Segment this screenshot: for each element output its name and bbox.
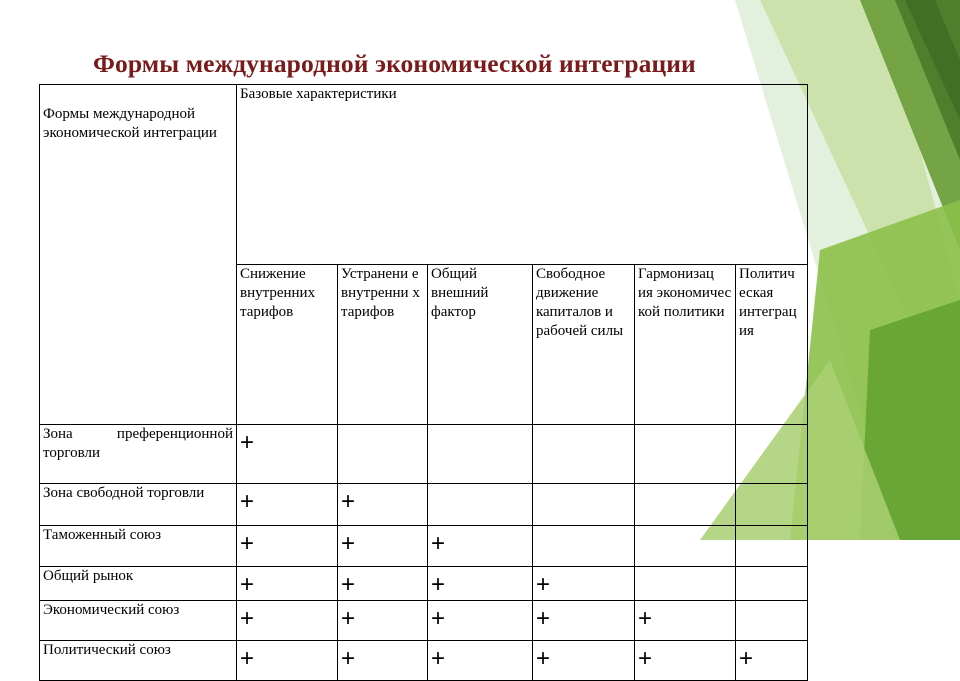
- table-row: [40, 641, 808, 681]
- plus-mark: +: [739, 645, 754, 672]
- mark-cell: [533, 425, 635, 484]
- mark-cell: [533, 484, 635, 526]
- mark-cell: [338, 425, 428, 484]
- mark-cell: [736, 484, 808, 526]
- mark-cell: [237, 425, 338, 484]
- plus-mark: +: [240, 605, 255, 632]
- mark-cell: [237, 484, 338, 526]
- mark-cell: [237, 641, 338, 681]
- mark-cell: [237, 526, 338, 567]
- column-header: Устранени е внутренни х тарифов: [338, 265, 428, 425]
- mark-cell: [428, 601, 533, 641]
- mark-cell: [428, 484, 533, 526]
- row-label: Общий рынок: [40, 567, 237, 601]
- plus-mark: +: [431, 530, 446, 557]
- mark-cell: [635, 601, 736, 641]
- column-header: Общий внешний фактор: [428, 265, 533, 425]
- plus-mark: +: [638, 645, 653, 672]
- mark-cell: [736, 601, 808, 641]
- mark-cell: [736, 567, 808, 601]
- column-header: Гармонизац ия экономичес кой политики: [635, 265, 736, 425]
- row-label: Экономический союз: [40, 601, 237, 641]
- group-header: Базовые характеристики: [240, 86, 397, 102]
- plus-mark: +: [341, 645, 356, 672]
- header-row: [40, 85, 808, 265]
- mark-cell: [635, 526, 736, 567]
- mark-cell: [338, 526, 428, 567]
- plus-mark: +: [240, 429, 255, 456]
- mark-cell: [237, 601, 338, 641]
- row-header-cell: [40, 85, 237, 425]
- mark-cell: [736, 526, 808, 567]
- plus-mark: +: [240, 571, 255, 598]
- column-header: Свободное движение капиталов и рабочей силы: [533, 265, 635, 425]
- mark-cell: [428, 425, 533, 484]
- row-label: Таможенный союз: [40, 526, 237, 567]
- mark-cell: [533, 567, 635, 601]
- mark-cell: [635, 425, 736, 484]
- mark-cell: [428, 526, 533, 567]
- table-row: [40, 425, 808, 484]
- mark-cell: [338, 567, 428, 601]
- table-row: [40, 526, 808, 567]
- row-label: Зона свободной торговли: [40, 484, 237, 526]
- plus-mark: +: [536, 645, 551, 672]
- plus-mark: +: [431, 605, 446, 632]
- column-header: Политич еская интеграц ия: [736, 265, 808, 425]
- plus-mark: +: [431, 645, 446, 672]
- mark-cell: [635, 484, 736, 526]
- integration-table: [39, 84, 808, 681]
- group-header-cell: [237, 85, 808, 265]
- row-header: Формы международной экономической интеграции: [43, 106, 217, 141]
- plus-mark: +: [536, 605, 551, 632]
- mark-cell: [635, 567, 736, 601]
- mark-cell: [736, 641, 808, 681]
- table-row: [40, 484, 808, 526]
- plus-mark: +: [341, 605, 356, 632]
- mark-cell: [237, 567, 338, 601]
- plus-mark: +: [240, 530, 255, 557]
- mark-cell: [533, 601, 635, 641]
- table-row: [40, 601, 808, 641]
- plus-mark: +: [240, 645, 255, 672]
- mark-cell: [428, 641, 533, 681]
- mark-cell: [338, 484, 428, 526]
- plus-mark: +: [431, 571, 446, 598]
- plus-mark: +: [240, 488, 255, 515]
- column-header: Снижение внутренних тарифов: [237, 265, 338, 425]
- plus-mark: +: [341, 530, 356, 557]
- plus-mark: +: [341, 488, 356, 515]
- mark-cell: [428, 567, 533, 601]
- mark-cell: [533, 526, 635, 567]
- plus-mark: +: [536, 571, 551, 598]
- mark-cell: [736, 425, 808, 484]
- plus-mark: +: [341, 571, 356, 598]
- mark-cell: [338, 601, 428, 641]
- table-row: [40, 567, 808, 601]
- mark-cell: [338, 641, 428, 681]
- mark-cell: [533, 641, 635, 681]
- row-label: Политический союз: [40, 641, 237, 681]
- row-label: Зона преференционной торговли: [40, 425, 237, 484]
- mark-cell: [635, 641, 736, 681]
- plus-mark: +: [638, 605, 653, 632]
- slide-title: Формы международной экономической интеграции: [93, 49, 696, 78]
